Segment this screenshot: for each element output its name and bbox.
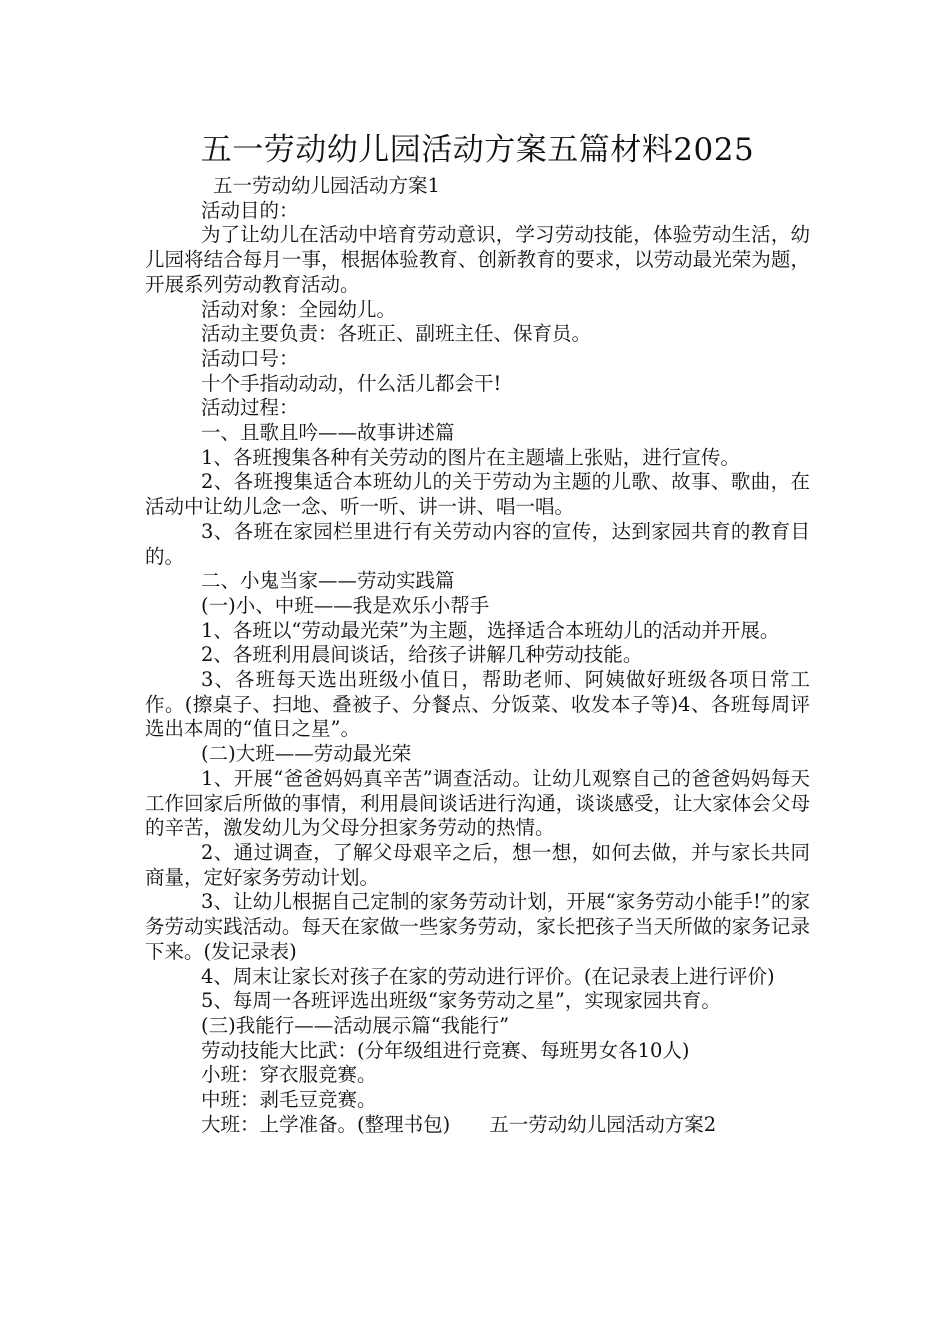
paragraph: 一、且歌且吟——故事讲述篇: [201, 421, 455, 445]
paragraph: (一)小、中班——我是欢乐小帮手: [201, 593, 490, 617]
paragraph: 3、各班每天选出班级小值日，帮助老师、阿姨做好班级各项日常工作。(擦桌子、扫地、叠被子、分餐点、分饭菜、收发本子等)4、各班每周评选出本周的“值日之星”。: [145, 668, 810, 741]
paragraph: (三)我能行——活动展示篇“我能行”: [201, 1013, 510, 1037]
paragraph: 小班：穿衣服竞赛。: [201, 1063, 377, 1087]
paragraph: 活动对象：全园幼儿。: [201, 297, 397, 321]
paragraph: 中班：剥毛豆竞赛。: [201, 1088, 377, 1112]
paragraph: 大班：上学准备。(整理书包) 五一劳动幼儿园活动方案2: [201, 1112, 717, 1136]
paragraph: 活动过程：: [201, 396, 299, 420]
paragraph: (二)大班——劳动最光荣: [201, 742, 412, 766]
paragraph: 2、各班利用晨间谈话，给孩子讲解几种劳动技能。: [201, 643, 643, 667]
paragraph: 活动目的：: [201, 198, 299, 222]
paragraph: 2、通过调查，了解父母艰辛之后，想一想，如何去做，并与家长共同商量，定好家务劳动计划。: [145, 840, 810, 889]
paragraph: 1、各班以“劳动最光荣”为主题，选择适合本班幼儿的活动并开展。: [201, 618, 780, 642]
paragraph: 2、各班搜集适合本班幼儿的关于劳动为主题的儿歌、故事、歌曲，在活动中让幼儿念一念、听一听、讲一讲、唱一唱。: [145, 470, 810, 519]
paragraph: 二、小鬼当家——劳动实践篇: [201, 569, 455, 593]
paragraph: 为了让幼儿在活动中培育劳动意识，学习劳动技能，体验劳动生活，幼儿园将结合每月一事，根据体验教育、创新教育的要求，以劳动最光荣为题，开展系列劳动教育活动。: [145, 223, 810, 296]
paragraph: 1、各班搜集各种有关劳动的图片在主题墙上张贴，进行宣传。: [201, 445, 740, 469]
paragraph: 4、周末让家长对孩子在家的劳动进行评价。(在记录表上进行评价): [201, 964, 775, 988]
paragraph: 五一劳动幼儿园活动方案1: [213, 174, 440, 197]
paragraph: 5、每周一各班评选出班级“家务劳动之星”，实现家园共育。: [201, 989, 721, 1013]
paragraph: 3、让幼儿根据自己定制的家务劳动计划，开展“家务劳动小能手!”的家务劳动实践活动。每天在家做一些家务劳动，家长把孩子当天所做的家务记录下来。(发记录表): [145, 890, 810, 963]
document-page: [145, 128, 810, 1137]
paragraph: 1、开展“爸爸妈妈真辛苦”调查活动。让幼儿观察自己的爸爸妈妈每天工作回家后所做的事情，利用晨间谈话进行沟通，谈谈感受，让大家体会父母的辛苦，激发幼儿为父母分担家务劳动的热情。: [145, 766, 810, 840]
paragraph: 3、各班在家园栏里进行有关劳动内容的宣传，达到家园共育的教育目的。: [145, 519, 810, 568]
paragraph: 劳动技能大比武：(分年级组进行竞赛、每班男女各10人): [201, 1038, 690, 1062]
paragraph: 活动主要负责：各班正、副班主任、保育员。: [201, 322, 592, 346]
document-body: [145, 174, 810, 1137]
paragraph: 十个手指动动动，什么活儿都会干!: [201, 371, 502, 395]
paragraph: 活动口号：: [201, 346, 299, 370]
document-title: 五一劳动幼儿园活动方案五篇材料2025: [200, 132, 755, 168]
